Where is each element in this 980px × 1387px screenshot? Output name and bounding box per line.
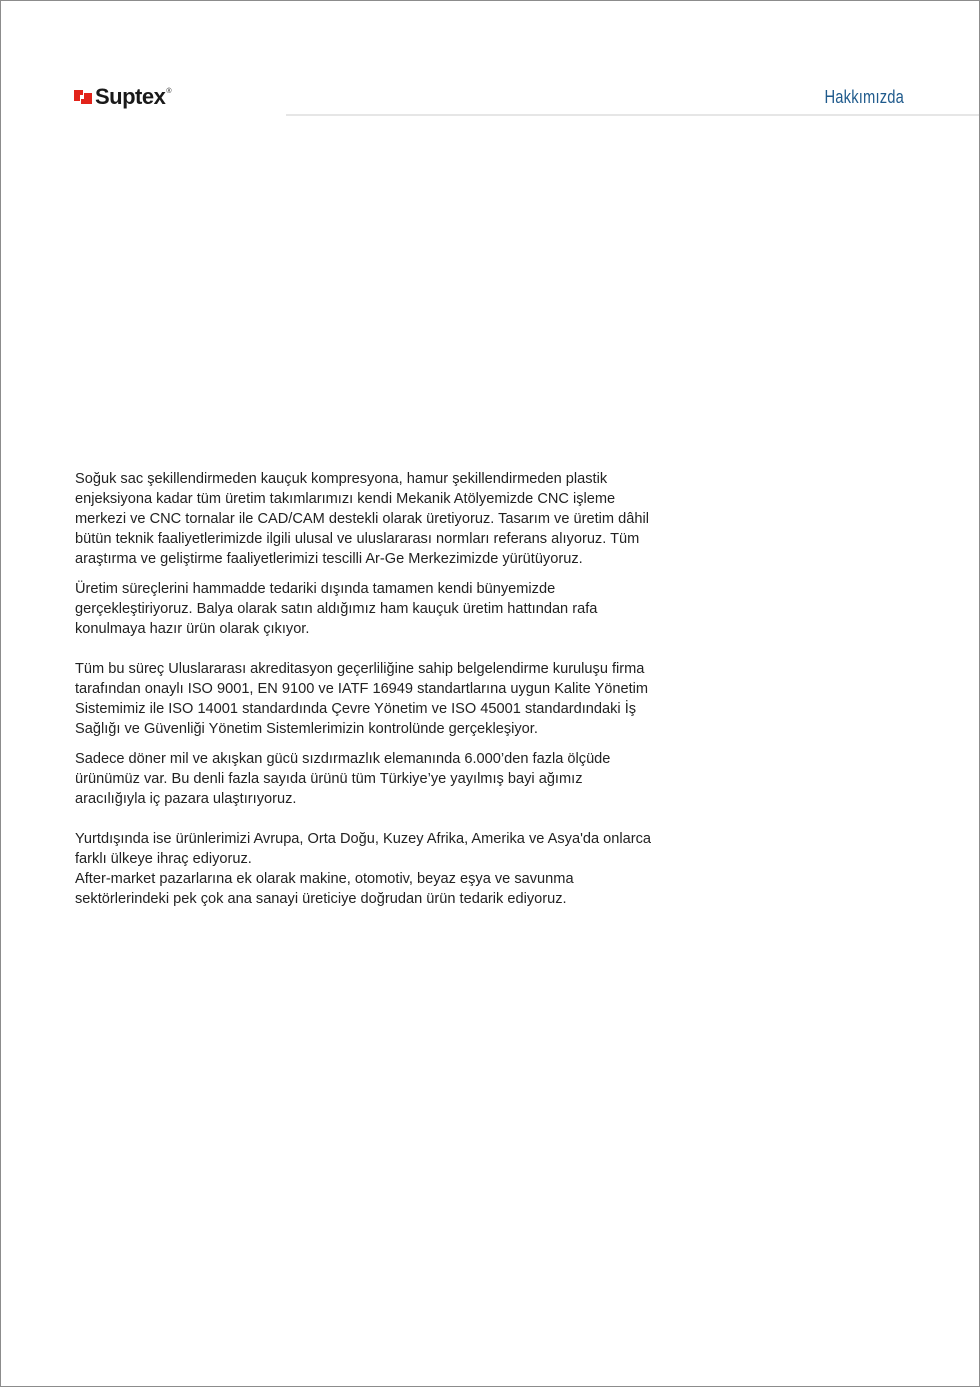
paragraph-in-house-production: Üretim süreçlerini hammadde tedariki dışında tamamen kendi bünyemizde gerçekleştiriyoruz. Balya olarak satın aldığımız ham kauçuk üretim hattından rafa konulmaya hazır ürün olarak çıkıyor.	[75, 581, 598, 637]
paragraph-export: Yurtdışında ise ürünlerimizi Avrupa, Orta Doğu, Kuzey Afrika, Amerika ve Asya'da onlarca farklı ülkeye ihraç ediyoruz.	[75, 831, 652, 867]
paragraph-production-tools: Soğuk sac şekillendirmeden kauçuk kompresyona, hamur şekillendirmeden plastik enjeksiyona kadar tüm üretim takımlarımızı kendi Mekanik Atölyemizde CNC işleme merkezi ve CNC tornalar ile CAD/CAM destekli olarak üretiyoruz. Tasarım ve üretim dâhil bütün teknik faaliyetlerimizde ilgili ulusal ve uluslararası normları referans alıyoruz. Tüm araştırma ve geliştirme faaliyetlerimizi tescilli Ar-Ge Merkezimizde yürütüyoruz.	[75, 471, 649, 567]
suptex-logo-mark-icon	[74, 87, 94, 107]
body-text	[75, 469, 655, 909]
paragraph-oem-supply: After-market pazarlarına ek olarak makine, otomotiv, beyaz eşya ve savunma sektörlerindeki pek çok ana sanayi üreticiye doğrudan ürün tedarik ediyoruz.	[75, 871, 574, 907]
logo-registered-mark: ®	[166, 88, 172, 95]
section-title: Hakkımızda	[824, 87, 904, 107]
header-divider	[286, 114, 979, 116]
logo-text: Suptex	[95, 84, 166, 109]
paragraph-certification: Tüm bu süreç Uluslararası akreditasyon geçerliliğine sahip belgelendirme kuruluşu firma tarafından onaylı ISO 9001, EN 9100 ve IATF 16949 standartlarına uygun Kalite Yönetim Sistemimiz ile ISO 14001 standardında Çevre Yönetim ve ISO 45001 standardındaki İş Sağlığı ve Güvenliği Yönetim Sistemlerimizin kontrolünde gerçekleşiyor.	[75, 661, 649, 737]
suptex-logo	[74, 85, 172, 109]
paragraph-product-range: Sadece döner mil ve akışkan gücü sızdırmazlık elemanında 6.000’den fazla ölçüde ürünümüz var. Bu denli fazla sayıda ürünü tüm Türkiye’ye yayılmış bayi ağımız aracılığıyla iç pazara ulaştırıyoruz.	[75, 751, 611, 807]
